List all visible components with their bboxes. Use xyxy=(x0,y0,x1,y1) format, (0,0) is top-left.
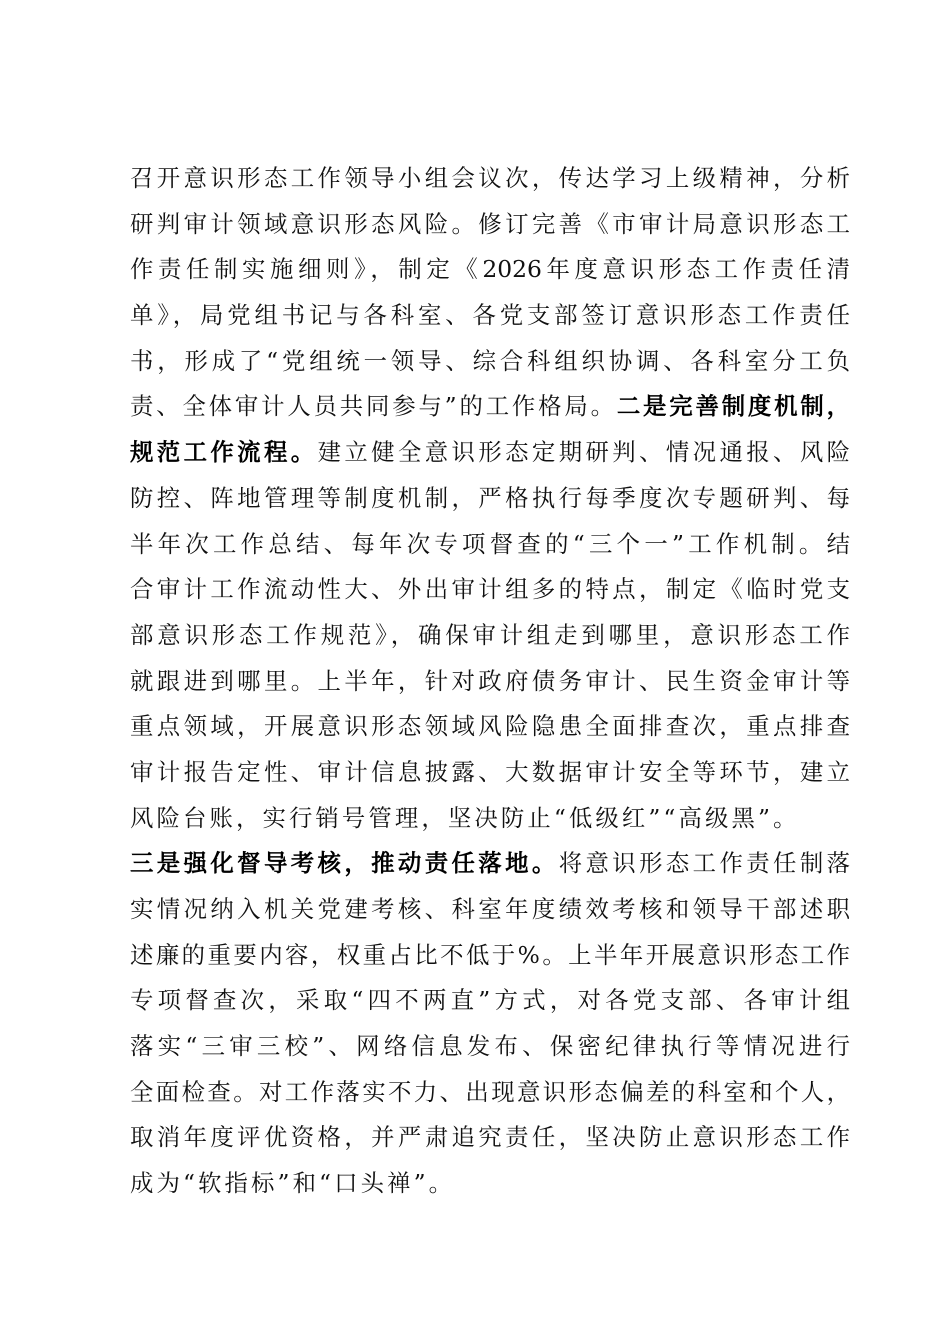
text-segment: 研判审计领域意识形态风险。修订完善《市审计局意识形态工 xyxy=(130,209,850,238)
text-segment: 全面检查。对工作落实不力、出现意识形态偏差的科室和个人， xyxy=(130,1077,850,1106)
text-line xyxy=(130,1070,850,1116)
text-segment: 责、全体审计人员共同参与”的工作格局。 xyxy=(130,392,617,421)
text-segment: 就跟进到哪里。上半年，针对政府债务审计、民生资金审计等 xyxy=(130,666,850,695)
text-line xyxy=(130,933,850,979)
text-line xyxy=(130,293,850,339)
text-line xyxy=(130,1161,850,1207)
text-line xyxy=(130,659,850,705)
text-line xyxy=(130,887,850,933)
text-segment: 实情况纳入机关党建考核、科室年度绩效考核和领导干部述职 xyxy=(130,895,850,923)
text-line xyxy=(130,704,850,750)
text-line xyxy=(130,384,850,430)
text-segment: 专项督查次，采取“四不两直”方式，对各党支部、各审计组 xyxy=(130,986,850,1015)
text-segment: 风险台账，实行销号管理，坚决防止“低级红”“高级黑”。 xyxy=(130,803,800,832)
text-line xyxy=(130,522,850,568)
text-segment: 合审计工作流动性大、外出审计组多的特点，制定《临时党支 xyxy=(130,575,850,604)
text-line xyxy=(130,750,850,796)
text-segment: 防控、阵地管理等制度机制，严格执行每季度次专题研判、每 xyxy=(130,483,850,512)
body-paragraph xyxy=(130,156,850,1207)
text-line xyxy=(130,796,850,842)
text-segment: 单》，局党组书记与各科室、各党支部签订意识形态工作责任 xyxy=(130,301,850,330)
text-segment: 部意识形态工作规范》，确保审计组走到哪里，意识形态工作 xyxy=(130,620,850,649)
text-segment: 召开意识形态工作领导小组会议次，传达学习上级精神，分析 xyxy=(130,164,850,192)
text-segment: 半年次工作总结、每年次专项督查的“三个一”工作机制。结 xyxy=(130,529,850,558)
text-segment: 取消年度评优资格，并严肃追究责任，坚决防止意识形态工作 xyxy=(130,1123,850,1152)
text-segment: 书，形成了“党组统一领导、综合科组织协调、各科室分工负 xyxy=(130,346,850,375)
text-line xyxy=(130,841,850,887)
text-line xyxy=(130,247,850,293)
text-line xyxy=(130,476,850,522)
text-segment: 将意识形态工作责任制落 xyxy=(558,849,851,878)
text-segment: 成为“软指标”和“口头禅”。 xyxy=(130,1169,456,1198)
bold-heading-segment: 三是强化督导考核，推动责任落地。 xyxy=(130,849,559,878)
text-line xyxy=(130,1024,850,1070)
text-line xyxy=(130,430,850,476)
text-line xyxy=(130,156,850,202)
text-segment: 建立健全意识形态定期研判、情况通报、风险 xyxy=(317,438,851,467)
text-segment: 审计报告定性、审计信息披露、大数据审计安全等环节，建立 xyxy=(130,757,850,786)
text-segment: 述廉的重要内容，权重占比不低于%。上半年开展意识形态工作 xyxy=(130,940,850,969)
text-line xyxy=(130,339,850,385)
text-line xyxy=(130,1115,850,1161)
text-segment: 落实“三审三校”、网络信息发布、保密纪律执行等情况进行 xyxy=(130,1032,850,1061)
bold-heading-segment: 规范工作流程。 xyxy=(130,438,318,467)
bold-heading-segment: 二是完善制度机制， xyxy=(616,392,850,421)
text-line xyxy=(130,567,850,613)
text-line xyxy=(130,613,850,659)
text-segment: 作责任制实施细则》，制定《2026年度意识形态工作责任清 xyxy=(130,255,850,284)
text-line xyxy=(130,202,850,248)
text-segment: 重点领域，开展意识形态领域风险隐患全面排查次，重点排查 xyxy=(130,712,850,741)
text-line xyxy=(130,978,850,1024)
